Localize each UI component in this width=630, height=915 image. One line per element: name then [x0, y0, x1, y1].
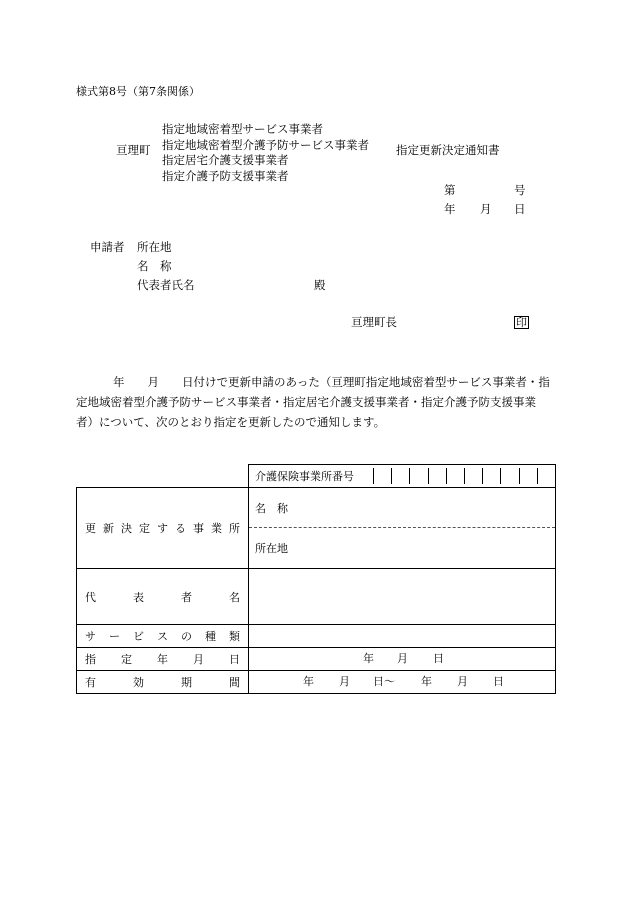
- date-year: 年: [444, 202, 456, 216]
- validity-label: 有 効 期 間: [85, 676, 240, 689]
- office-address-field[interactable]: [249, 527, 555, 568]
- business-type-item: 指定地域密着型サービス事業者: [162, 122, 323, 136]
- designation-day: 日: [433, 652, 444, 665]
- town-name: 亘理町: [116, 143, 151, 157]
- office-address-label: 所在地: [255, 542, 288, 555]
- designation-month: 月: [397, 652, 408, 665]
- office-label: 更 新 決 定 す る 事 業 所: [85, 522, 240, 535]
- validity-end-year: 年: [421, 675, 432, 688]
- office-detail-cell: [249, 488, 556, 569]
- applicant-address-label: 所在地: [137, 240, 172, 254]
- office-number-row: [249, 465, 556, 488]
- business-type-item: 指定地域密着型介護予防サービス事業者: [162, 137, 369, 152]
- applicant-label: 申請者: [90, 240, 125, 254]
- business-type-item: 指定介護予防支援事業者: [162, 168, 289, 183]
- date-day: 日: [514, 202, 526, 216]
- digit-cell[interactable]: [520, 468, 538, 484]
- office-number-label: 介護保険事業所番号: [249, 468, 374, 484]
- number-go: 号: [514, 183, 526, 197]
- document-title: 指定更新決定通知書: [396, 143, 500, 157]
- applicant-rep-label: 代表者氏名: [137, 278, 195, 292]
- digit-cell[interactable]: [392, 468, 410, 484]
- office-label-cell: [77, 488, 249, 569]
- office-name-field[interactable]: [249, 488, 555, 527]
- form-number: 様式第8号（第7条関係）: [76, 85, 200, 98]
- date-month: 月: [480, 202, 492, 216]
- service-type-label: サ ー ビ ス の 種 類: [85, 630, 240, 643]
- digit-cell[interactable]: [410, 468, 428, 484]
- digit-cell[interactable]: [429, 468, 447, 484]
- validity-end-day: 日: [493, 675, 504, 688]
- designation-table: [76, 464, 556, 694]
- designation-year: 年: [363, 652, 374, 665]
- applicant-name-label: 名 称: [137, 259, 172, 273]
- digit-cell[interactable]: [501, 468, 519, 484]
- designation-date-label-cell: [77, 648, 249, 671]
- designation-date-label: 指 定 年 月 日: [85, 653, 240, 666]
- validity-start-month: 月: [339, 675, 350, 688]
- office-name-label: 名 称: [255, 501, 288, 515]
- official-seal-mark: 印: [516, 316, 527, 329]
- business-type-list: [162, 122, 369, 184]
- business-type-item: 指定居宅介護支援事業者: [162, 153, 289, 167]
- validity-start-day: 日〜: [373, 675, 395, 688]
- validity-end-month: 月: [457, 675, 468, 688]
- service-type-label-cell: [77, 625, 249, 648]
- digit-cell[interactable]: [465, 468, 483, 484]
- notice-body: 年 月 日付けで更新申請のあった（亘理町指定地域密着型サービス事業者・指定地域密着型介護予防サービス事業者・指定居宅介護支援事業者・指定介護予防支援事業者）について、次のとおり指定を更新したので通知します。: [76, 375, 550, 429]
- issuer-title: 亘理町長: [351, 315, 397, 329]
- validity-start-year: 年: [303, 675, 314, 688]
- empty-corner: [77, 465, 249, 488]
- number-dai: 第: [444, 183, 456, 197]
- digit-cell[interactable]: [374, 468, 392, 484]
- digit-cell[interactable]: [538, 468, 555, 484]
- service-type-value[interactable]: [249, 625, 556, 648]
- designation-date-value[interactable]: [249, 648, 556, 671]
- representative-label: 代 表 者 名: [85, 590, 240, 604]
- representative-value[interactable]: [249, 569, 556, 625]
- representative-label-cell: [77, 569, 249, 625]
- validity-label-cell: [77, 671, 249, 694]
- validity-value[interactable]: [249, 671, 556, 694]
- digit-cell[interactable]: [483, 468, 501, 484]
- digit-cell[interactable]: [447, 468, 465, 484]
- honorific: 殿: [314, 278, 326, 292]
